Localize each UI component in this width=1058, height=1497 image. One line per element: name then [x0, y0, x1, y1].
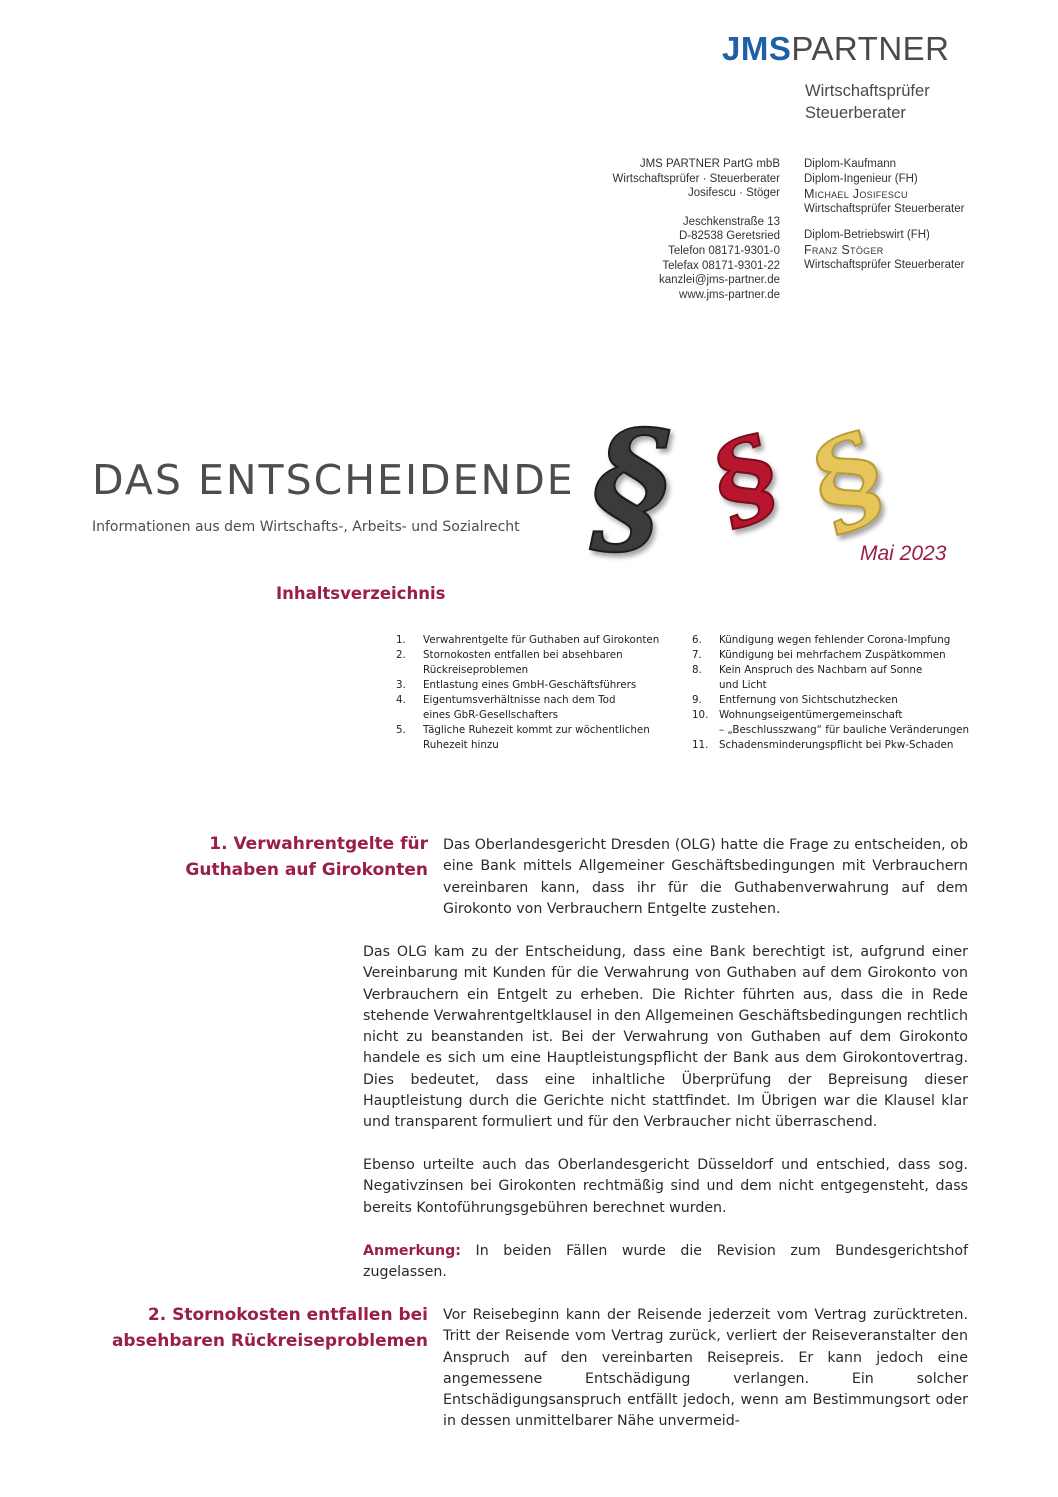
- address-line: Telefax 08171-9301-22: [662, 259, 780, 272]
- address-line: Josifescu · Stöger: [687, 187, 780, 200]
- toc-item[interactable]: 9. Entfernung von Sichtschutzhecken: [692, 694, 898, 706]
- address-line: Telefon 08171-9301-0: [668, 244, 780, 257]
- toc-item[interactable]: 10. Wohnungseigentümergemeinschaft – „Beschlusszwang“ für bauliche Veränderungen: [692, 709, 970, 736]
- address-line: Wirtschaftsprüfer · Steuerberater: [612, 172, 780, 185]
- toc-item[interactable]: 11. Schadensminderungspflicht bei Pkw-Schaden: [692, 739, 954, 751]
- address-block: [613, 157, 780, 302]
- partner-name: Michael Josifescu: [804, 187, 908, 201]
- toc-item[interactable]: 8. Kein Anspruch des Nachbarn auf Sonne und Licht: [692, 664, 923, 691]
- toc-item[interactable]: 3. Entlastung eines GmbH-Geschäftsführers: [396, 679, 637, 691]
- paragraph-sign-icon: [573, 397, 958, 574]
- tagline: [805, 80, 930, 124]
- section-paragraph: Ebenso urteilte auch das Oberlandesgericht Düsseldorf und entschied, dass sog. Negativzinsen bei Girokonten rechtmäßig sind und dem nicht entgegensteht, dass bereits Kontoführungsgebühren berechnet wurden.: [363, 1157, 968, 1216]
- website-link[interactable]: www.jms-partner.de: [679, 288, 780, 301]
- section-paragraph: Das OLG kam zu der Entscheidung, dass eine Bank berechtigt ist, aufgrund einer Vereinbarung mit Kunden für die Verwahrung von Guthaben auf dem Girokonto von Verbrauchern ein Entgelt zu erheben. Die Richter führten aus, dass die in Rede stehende Verwahrentgeltklausel in den Allgemeinen Geschäftsbedingungen rechtlich nicht zu beanstanden ist. Bei der Verwahrung von Guthaben auf dem Girokonto handele es sich um eine Hauptleistungspflicht der Bank aus dem Girokontovertrag. Dies bedeutet, dass eine inhaltliche Überprüfung der Bepreisung dieser Hauptleistung durch die Gerichte nicht stattfindet. Im Übrigen war die Klausel klar und transparent formuliert und für den Verbraucher nicht überraschend.: [363, 944, 968, 1131]
- section-paragraph: Das Oberlandesgericht Dresden (OLG) hatte die Frage zu entscheiden, ob eine Bank mittels Allgemeiner Geschäftsbedingungen mit Verbrauchern vereinbaren kann, dass ihr für die Guthabenverwahrung auf dem Girokonto von Verbrauchern Entgelte zustehen.: [443, 837, 968, 917]
- svg-text:§: §: [705, 408, 786, 550]
- section-paragraph: Vor Reisebeginn kann der Reisende jederzeit vom Vertrag zurücktreten. Tritt der Reisende vom Vertrag zurück, verliert der Reiseveranstalter den Anspruch auf den vereinbarten Reisepreis. Er kann jedoch eine angemessene Entschädigung verlangen. Ein solcher Entschädigungsanspruch entfällt jedoch, wenn am Bestimmungsort oder in dessen unmittelbarer Nähe unvermeid-: [443, 1307, 968, 1430]
- address-line: JMS PARTNER PartG mbB: [639, 158, 780, 170]
- note-label: Anmerkung:: [363, 1243, 461, 1259]
- svg-text:§: §: [573, 397, 690, 574]
- partner-role: Wirtschaftsprüfer Steuerberater: [804, 259, 965, 271]
- tagline-line-1: Wirtschaftsprüfer: [805, 82, 930, 100]
- company-logo: [722, 30, 950, 68]
- toc-item[interactable]: 2. Stornokosten entfallen bei absehbaren Rückreiseproblemen: [396, 649, 623, 676]
- newsletter-subtitle: Informationen aus dem Wirtschafts-, Arbeits- und Sozialrecht: [92, 519, 520, 535]
- toc-column-left: [396, 633, 676, 753]
- toc-item[interactable]: 5. Tägliche Ruhezeit kommt zur wöchentlichen Ruhezeit hinzu: [396, 724, 650, 751]
- toc-column-right: [692, 633, 982, 753]
- partners-block: [804, 157, 964, 273]
- section-note: [363, 1241, 968, 1284]
- email-link[interactable]: kanzlei@jms-partner.de: [659, 274, 780, 287]
- tagline-line-2: Steuerberater: [805, 104, 906, 122]
- note-text: In beiden Fällen wurde die Revision zum Bundesgerichtshof zugelassen.: [363, 1243, 968, 1281]
- svg-text:§: §: [800, 402, 896, 557]
- partner-role: Wirtschaftsprüfer Steuerberater: [804, 203, 965, 215]
- toc-item[interactable]: 4. Eigentumsverhältnisse nach dem Tod eines GbR-Gesellschafters: [396, 694, 616, 721]
- logo-jms: JMS: [722, 30, 792, 67]
- partner-name: Franz Stöger: [804, 243, 884, 257]
- toc-item[interactable]: 7. Kündigung bei mehrfachem Zuspätkommen: [692, 649, 946, 661]
- toc-item[interactable]: 1. Verwahrentgelte für Guthaben auf Girokonten: [396, 634, 660, 646]
- logo-partner: PARTNER: [791, 30, 950, 67]
- section-heading: 1. Verwahrentgelte für Guthaben auf Girokonten: [185, 834, 428, 880]
- section-heading: 2. Stornokosten entfallen bei absehbaren Rückreiseproblemen: [111, 1305, 428, 1351]
- partner-degree: Diplom-Betriebswirt (FH): [804, 229, 930, 241]
- address-line: Jeschkenstraße 13: [682, 215, 780, 228]
- newsletter-title: DAS ENTSCHEIDENDE: [92, 456, 575, 504]
- partner-degree: Diplom-Ingenieur (FH): [804, 173, 918, 185]
- toc-heading: Inhaltsverzeichnis: [276, 584, 446, 603]
- address-line: D-82538 Geretsried: [679, 230, 780, 243]
- partner-degree: Diplom-Kaufmann: [804, 158, 897, 170]
- issue-date: Mai 2023: [860, 542, 947, 565]
- toc-item[interactable]: 6. Kündigung wegen fehlender Corona-Impfung: [692, 634, 951, 646]
